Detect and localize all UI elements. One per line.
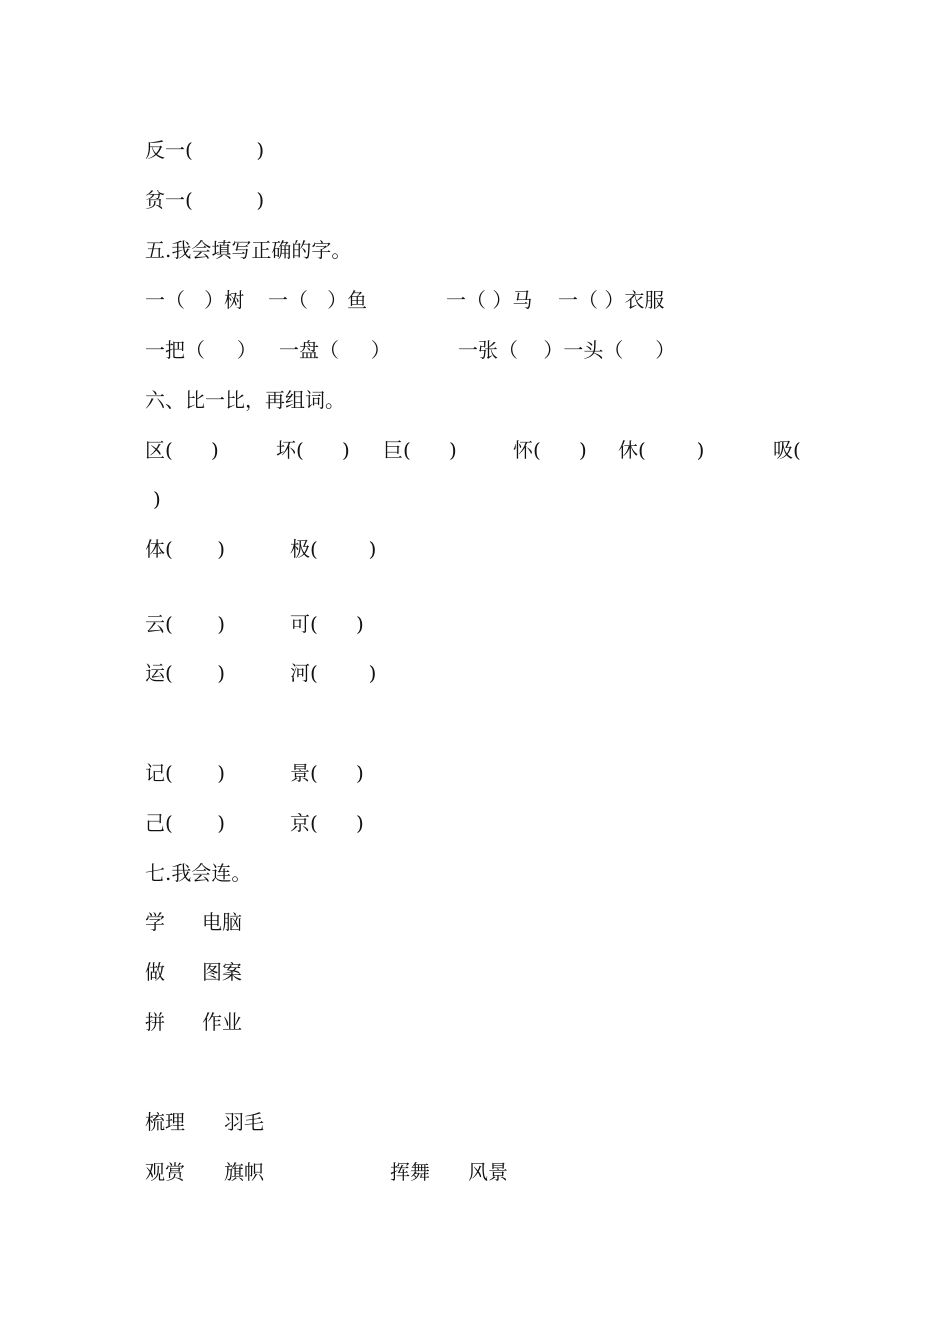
match-right-6: 风景 [468,1160,508,1184]
compare-item-xi-close: ) [153,487,161,511]
measure-word-4: 一（ ）衣服 [558,288,665,312]
compare-item-yun2: 运( ) [145,661,226,685]
compare-item-jing: 景( ) [290,761,364,785]
measure-word-1: 一（ ）树 [145,288,245,312]
compare-item-huai2: 怀( ) [513,438,587,462]
compare-item-qu: 区( ) [145,438,219,462]
match-left-2: 做 [145,960,165,984]
measure-word-5: 一把（ ） [145,338,257,362]
compare-item-ji2: 己( ) [145,811,226,835]
match-right-3: 作业 [202,1010,242,1034]
section7-heading: 七.我会连。 [145,861,252,885]
compare-item-ke: 可( ) [290,612,364,636]
measure-word-7: 一张（ ）一头（ ） [458,338,676,362]
match-right-4: 羽毛 [224,1110,264,1134]
section5-heading: 五.我会填写正确的字。 [145,238,352,262]
compare-item-xiu: 休( ) [618,438,705,462]
measure-word-2: 一（ ）鱼 [268,288,368,312]
section6-heading: 六、比一比，再组词。 [145,388,345,412]
match-left-6: 挥舞 [390,1160,430,1184]
measure-word-3: 一（ ）马 [446,288,533,312]
match-left-5: 观赏 [145,1160,185,1184]
compare-item-ti: 体( ) [145,537,226,561]
compare-item-huai: 坏( ) [276,438,350,462]
match-right-2: 图案 [202,960,242,984]
compare-item-yun: 云( ) [145,612,226,636]
compare-item-jing2: 京( ) [290,811,364,835]
compare-item-ji: 极( ) [290,537,377,561]
match-left-3: 拼 [145,1010,165,1034]
compare-item-ju: 巨( ) [383,438,457,462]
measure-word-6: 一盘（ ） [279,338,391,362]
match-left-4: 梳理 [145,1110,185,1134]
compare-item-jiji: 记( ) [145,761,226,785]
compare-item-he: 河( ) [290,661,377,685]
match-left-1: 学 [145,910,165,934]
match-right-1: 电脑 [202,910,242,934]
antonym-line-1: 反一( ) [145,138,265,162]
compare-item-xi: 吸( [773,438,801,462]
antonym-line-2: 贫一( ) [145,188,265,212]
match-right-5: 旗帜 [224,1160,264,1184]
